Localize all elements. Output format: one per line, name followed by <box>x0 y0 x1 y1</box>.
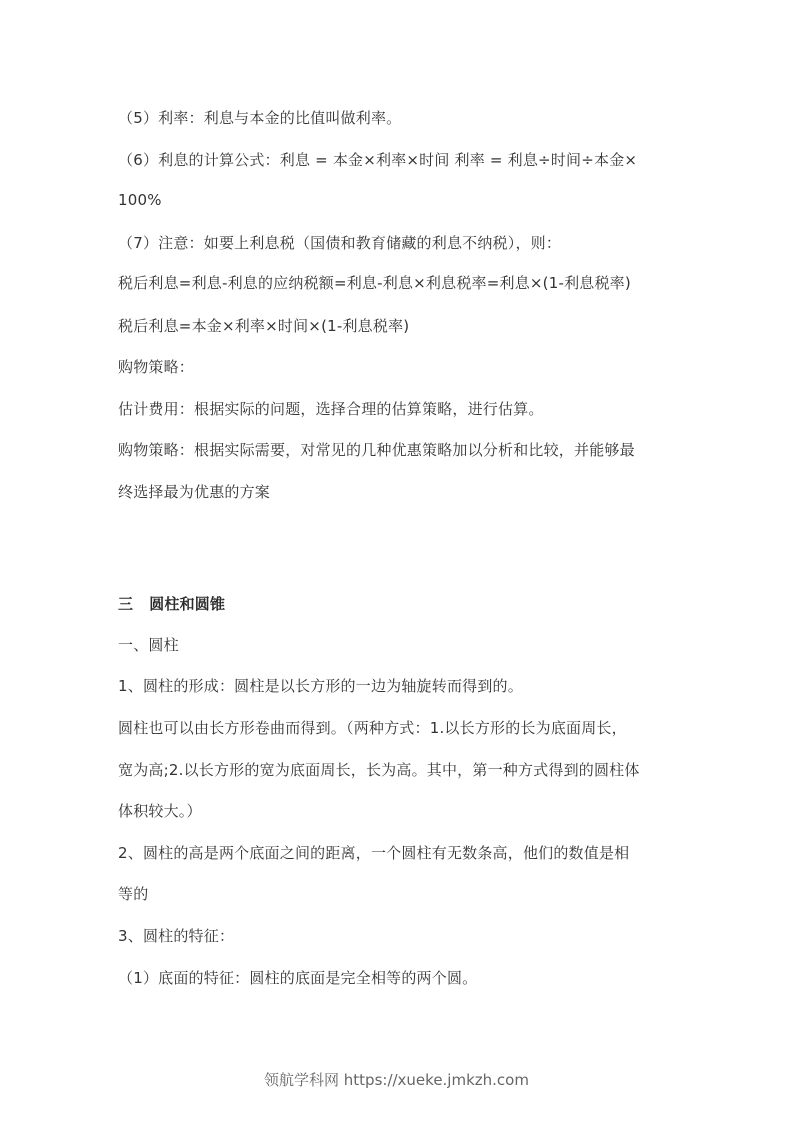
shopping-strategy-paragraph-continued: 终选择最为优惠的方案 <box>118 483 271 501</box>
interest-rate-definition: （5）利率：利息与本金的比值叫做利率。 <box>118 109 402 127</box>
shopping-strategy-paragraph: 购物策略：根据实际需要，对常见的几种优惠策略加以分析和比较，并能够最 <box>118 441 635 459</box>
footer-watermark: 领航学科网 https://xueke.jmkzh.com <box>264 1071 529 1089</box>
cylinder-features: 3、圆柱的特征： <box>118 927 235 945</box>
interest-formula: （6）利息的计算公式：利息 = 本金×利率×时间 利率 = 利息÷时间÷本金× <box>118 151 638 169</box>
after-tax-interest-formula-2: 税后利息=本金×利率×时间×(1-利息税率) <box>118 317 410 335</box>
after-tax-interest-formula-1: 税后利息=利息-利息的应纳税额=利息-利息×利息税率=利息×(1-利息税率) <box>118 274 631 292</box>
cylinder-rolling-continued-2: 体积较大。） <box>118 802 202 820</box>
cylinder-rolling-continued: 宽为高;2.以长方形的宽为底面周长，长为高。其中，第一种方式得到的圆柱体 <box>118 761 640 779</box>
section-number: 三 <box>118 595 134 613</box>
cylinder-subtitle: 一、圆柱 <box>118 636 179 654</box>
section-heading <box>118 594 225 614</box>
interest-formula-continued: 100% <box>118 191 162 209</box>
cylinder-formation: 1、圆柱的形成：圆柱是以长方形的一边为轴旋转而得到的。 <box>118 677 523 695</box>
cylinder-height: 2、圆柱的高是两个底面之间的距离，一个圆柱有无数条高，他们的数值是相 <box>118 844 630 862</box>
interest-tax-note: （7）注意：如要上利息税（国债和教育储藏的利息不纳税），则： <box>118 234 562 252</box>
cylinder-rolling: 圆柱也可以由长方形卷曲而得到。（两种方式：1.以长方形的长为底面周长， <box>118 719 627 737</box>
cylinder-height-continued: 等的 <box>118 885 149 903</box>
cylinder-base-feature: （1）底面的特征：圆柱的底面是完全相等的两个圆。 <box>118 969 478 987</box>
section-title: 圆柱和圆锥 <box>149 595 226 613</box>
shopping-strategy-title: 购物策略： <box>118 358 195 376</box>
estimate-cost-paragraph: 估计费用：根据实际的问题，选择合理的估算策略，进行估算。 <box>118 400 544 418</box>
